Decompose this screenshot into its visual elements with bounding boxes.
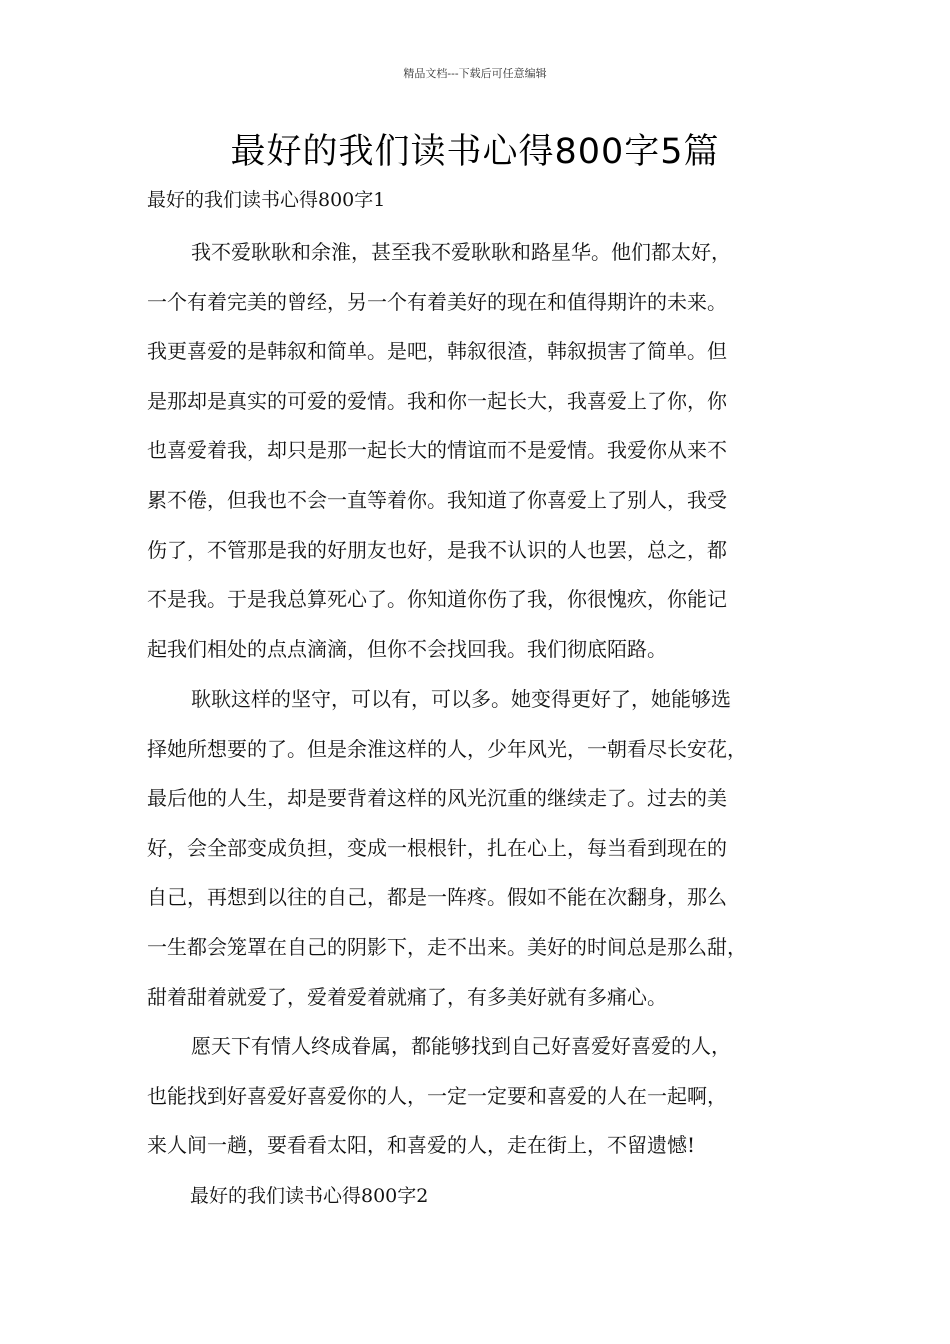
header-note: 精品文档---下载后可任意编辑: [403, 67, 547, 80]
paragraph-line: 也能找到好喜爱好喜爱你的人，一定一定要和喜爱的人在一起啊，: [147, 1083, 727, 1108]
paragraph-line: 是那却是真实的可爱的爱情。我和你一起长大，我喜爱上了你，你: [147, 388, 727, 413]
paragraph-line: 自己，再想到以往的自己，都是一阵疼。假如不能在次翻身，那么: [147, 885, 727, 910]
paragraph-line: 一生都会笼罩在自己的阴影下，走不出来。美好的时间总是那么甜，: [147, 934, 747, 959]
paragraph-line: 来人间一趟，要看看太阳，和喜爱的人，走在街上，不留遗憾!: [147, 1133, 696, 1158]
paragraph-2: [147, 675, 827, 1022]
paragraph-line: 愿天下有情人终成眷属，都能够找到自己好喜爱好喜爱的人，: [191, 1034, 731, 1058]
paragraph-line: 累不倦，但我也不会一直等着你。我知道了你喜爱上了别人，我受: [147, 487, 727, 512]
paragraph-line: 耿耿这样的坚守，可以有，可以多。她变得更好了，她能够选: [191, 687, 731, 711]
paragraph-line: 我不爱耿耿和余淮，甚至我不爱耿耿和路星华。他们都太好，: [191, 240, 731, 264]
paragraph-line: 起我们相处的点点滴滴，但你不会找回我。我们彻底陌路。: [147, 636, 667, 661]
paragraph-line: 择她所想要的了。但是余淮这样的人，少年风光，一朝看尽长安花，: [147, 736, 747, 761]
paragraph-line: 伤了，不管那是我的好朋友也好，是我不认识的人也罢，总之，都: [147, 537, 727, 562]
document-title: 最好的我们读书心得800字5篇: [230, 132, 720, 172]
paragraph-line: 好，会全部变成负担，变成一根根针，扎在心上，每当看到现在的: [147, 835, 727, 860]
paragraph-line: 甜着甜着就爱了，爱着爱着就痛了，有多美好就有多痛心。: [147, 984, 667, 1009]
paragraph-3: [147, 1022, 827, 1171]
paragraph-1: [147, 228, 827, 674]
paragraph-line: 不是我。于是我总算死心了。你知道你伤了我，你很愧疚，你能记: [147, 587, 727, 612]
section-heading-2: 最好的我们读书心得800字2: [190, 1185, 429, 1207]
paragraph-line: 最后他的人生，却是要背着这样的风光沉重的继续走了。过去的美: [147, 786, 727, 811]
paragraph-line: 也喜爱着我，却只是那一起长大的情谊而不是爱情。我爱你从来不: [147, 438, 727, 463]
paragraph-line: 我更喜爱的是韩叙和简单。是吧，韩叙很渣，韩叙损害了简单。但: [147, 339, 727, 364]
paragraph-line: 一个有着完美的曾经，另一个有着美好的现在和值得期许的未来。: [147, 289, 727, 314]
section-heading-1: 最好的我们读书心得800字1: [147, 189, 386, 211]
